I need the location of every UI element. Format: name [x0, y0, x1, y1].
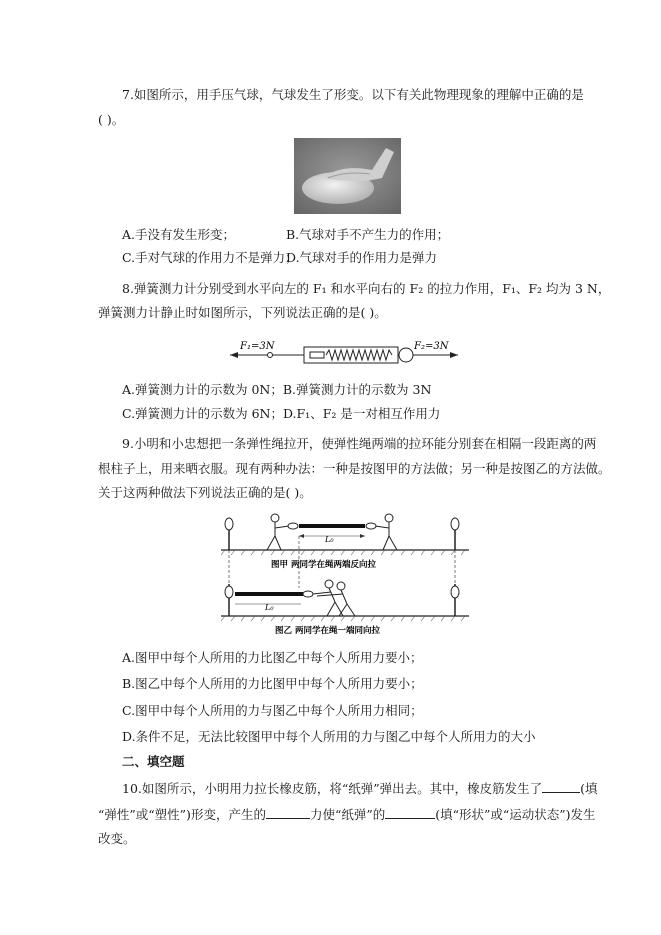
q9-stem-line2: 根柱子上，用来晒衣服。现有两种办法：一种是按图甲的方法做；另一种是按图乙的方法做。: [98, 461, 611, 476]
q8-options-line1: A.弹簧测力计的示数为 0N；B.弹簧测力计的示数为 3N: [122, 382, 432, 397]
q10-line2-text-a: “弹性”或“塑性”)形变，产生的: [98, 807, 266, 822]
q10-blank-2[interactable]: [266, 806, 310, 819]
q10-line1-tail: (填: [580, 781, 598, 796]
q7-option-b: B.气球对手不产生力的作用；: [286, 227, 450, 242]
q9-option-c: C.图甲中每个人所用的力与图乙中每个人所用力相同；: [122, 703, 423, 718]
f2-label: F₂=3N: [414, 341, 449, 352]
q10-line1-text: 10.如图所示，小明用力拉长橡皮筋，将“纸弹”弹出去。其中，橡皮筋发生了: [122, 781, 543, 796]
bottom-length-label: L₀: [265, 603, 274, 612]
spring-scale-figure: [228, 334, 464, 374]
q9-option-b: B.图乙中每个人所用的力比图甲中每个人所用力要小；: [122, 676, 423, 691]
q9-option-a: A.图甲中每个人所用的力比图乙中每个人所用力要小；: [122, 650, 423, 665]
q10-line2-text-c: (填“形状”或“运动状态”)发生: [435, 807, 596, 822]
bottom-caption: 图乙 两同学在绳一端同向拉: [275, 626, 380, 636]
q7-option-a: A.手没有发生形变；: [122, 227, 236, 242]
q9-stem-line1: 9.小明和小忠想把一条弹性绳拉开，使弹性绳两端的拉环能分别套在相隔一段距离的两: [122, 436, 597, 451]
q10-blank-3[interactable]: [385, 806, 435, 819]
q10-line2-text-b: 力使“纸弹”的: [309, 807, 386, 822]
top-length-label: L₀: [325, 535, 334, 544]
q10-blank-1[interactable]: [542, 780, 580, 793]
q9-option-d: D.条件不足，无法比较图甲中每个人所用的力与图乙中每个人所用力的大小: [122, 729, 536, 744]
q10-line2: [98, 806, 596, 823]
top-caption: 图甲 两同学在绳两端反向拉: [271, 560, 376, 570]
q7-option-d: D.气球对手的作用力是弹力: [286, 250, 438, 265]
f1-label: F₁=3N: [240, 341, 275, 352]
q8-options-line2: C.弹簧测力计的示数为 6N；D.F₁、F₂ 是一对相互作用力: [122, 406, 441, 421]
q10-line3: 改变。: [98, 831, 136, 846]
section-heading: 二、填空题: [122, 754, 185, 769]
q7-option-c: C.手对气球的作用力不是弹力；: [122, 250, 298, 265]
balloon-hand-photo: [294, 138, 401, 214]
q7-stem-line1: 7.如图所示，用手压气球，气球发生了形变。以下有关此物理现象的理解中正确的是: [122, 87, 584, 102]
q10-line1: [122, 780, 598, 797]
q7-stem-line2: ( )。: [98, 112, 125, 127]
rope-pulling-figure: [219, 510, 471, 640]
q8-stem-line2: 弹簧测力计静止时如图所示，下列说法正确的是( )。: [98, 305, 387, 320]
q9-stem-line3: 关于这两种做法下列说法正确的是( )。: [98, 485, 312, 500]
q8-stem-line1: 8.弹簧测力计分别受到水平向左的 F₁ 和水平向右的 F₂ 的拉力作用，F₁、F₂ 均为 3 N，: [122, 281, 611, 296]
